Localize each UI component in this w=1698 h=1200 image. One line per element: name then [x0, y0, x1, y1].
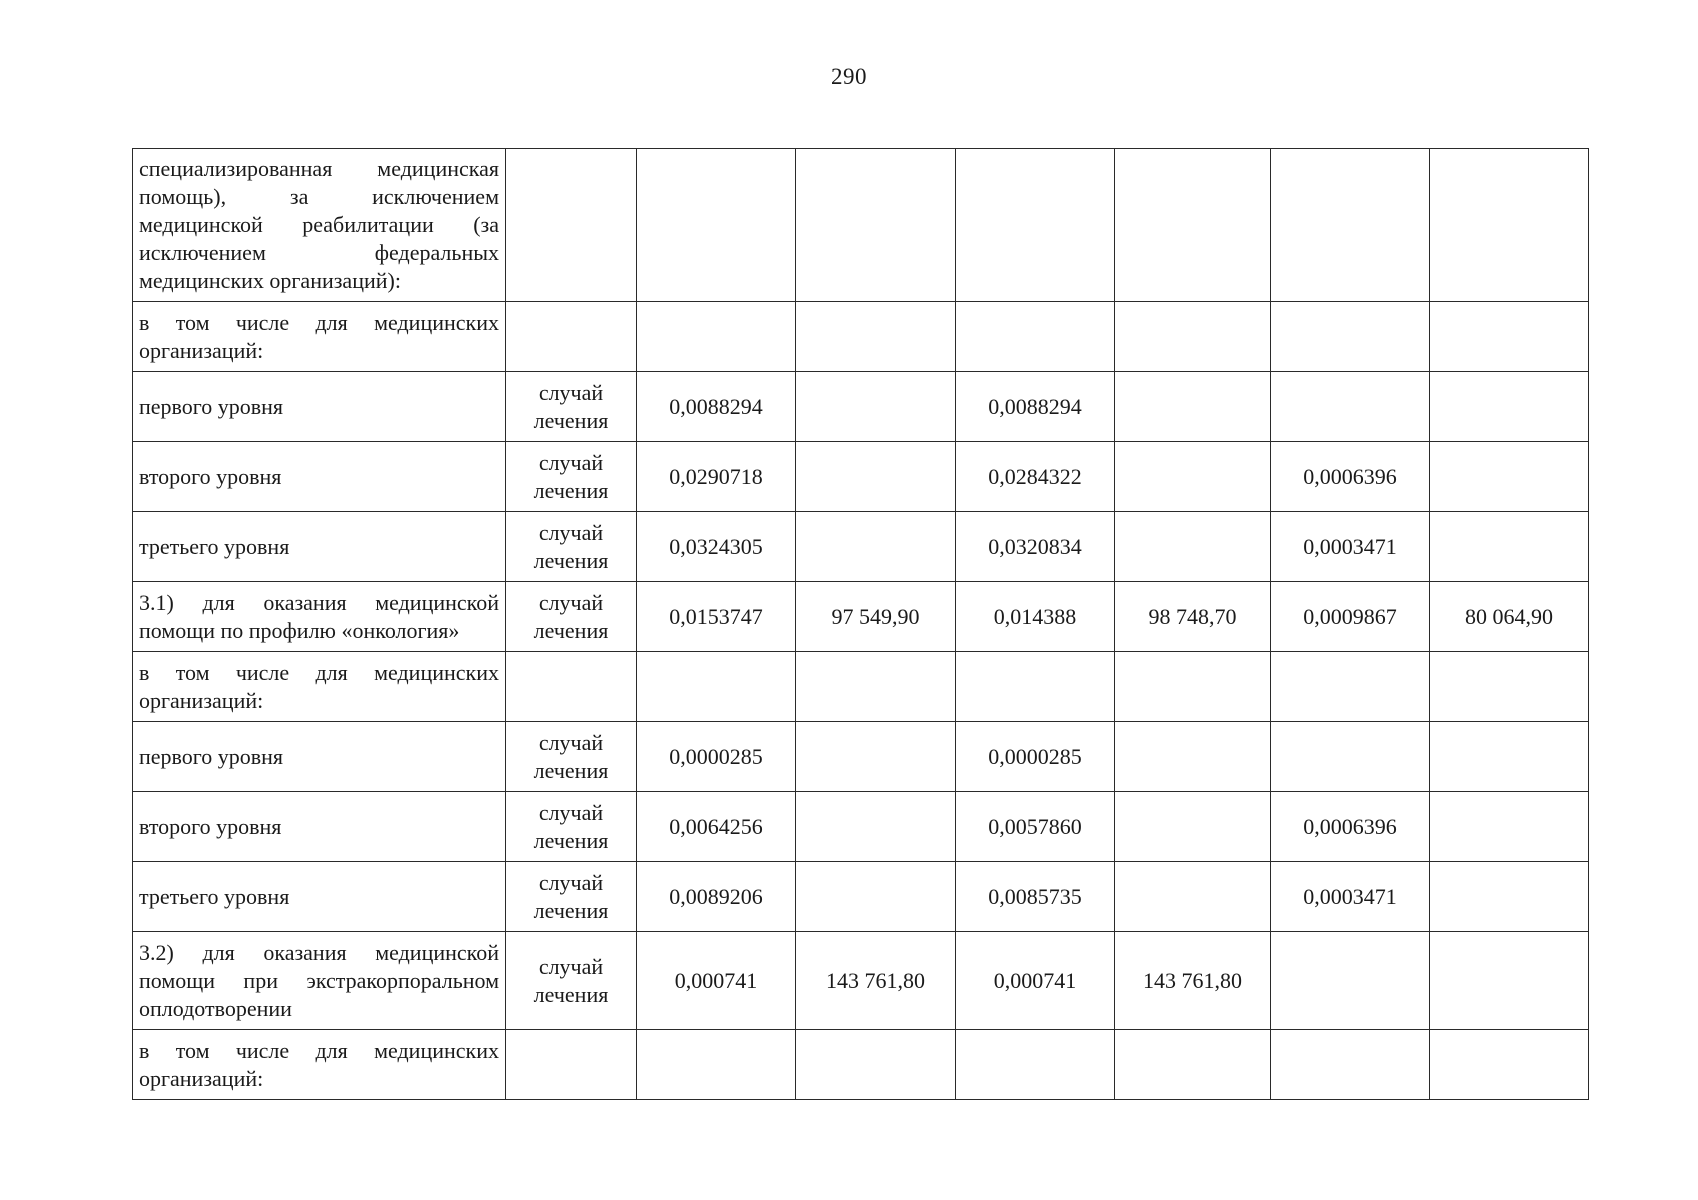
row-description: второго уровня: [133, 442, 506, 512]
row-description: в том числе для медицинских организаций:: [133, 652, 506, 722]
table-row: [133, 932, 1589, 1030]
table-row: [133, 442, 1589, 512]
value-cell: 97 549,90: [796, 582, 956, 652]
value-cell: 0,0003471: [1271, 512, 1430, 582]
unit-cell: [506, 792, 637, 862]
value-cell: [1271, 722, 1430, 792]
value-cell: 0,014388: [956, 582, 1115, 652]
row-description: второго уровня: [133, 792, 506, 862]
value-cell: [956, 1030, 1115, 1100]
value-cell: [1115, 372, 1271, 442]
unit-cell: [506, 932, 637, 1030]
value-cell: [1115, 862, 1271, 932]
table-row: [133, 652, 1589, 722]
value-cell: [1271, 1030, 1430, 1100]
table-row: [133, 862, 1589, 932]
row-description: первого уровня: [133, 722, 506, 792]
value-cell: 0,0006396: [1271, 442, 1430, 512]
value-cell: 0,0089206: [637, 862, 796, 932]
table-row: [133, 302, 1589, 372]
unit-cell: [506, 652, 637, 722]
value-cell: 0,0003471: [1271, 862, 1430, 932]
unit-cell: [506, 372, 637, 442]
unit-line-2: лечения: [533, 617, 609, 643]
value-cell: [796, 512, 956, 582]
table-row: [133, 722, 1589, 792]
table-row: [133, 372, 1589, 442]
unit-line-1: случай: [538, 379, 604, 405]
row-description: 3.1) для оказания медицинской помощи по профилю «онкология»: [133, 582, 506, 652]
unit-cell: [506, 582, 637, 652]
value-cell: 0,000741: [956, 932, 1115, 1030]
table-body: [133, 149, 1589, 1100]
unit-line-1: случай: [538, 869, 604, 895]
value-cell: [1115, 722, 1271, 792]
unit-line-2: лечения: [533, 897, 609, 923]
value-cell: [1115, 512, 1271, 582]
value-cell: [1430, 512, 1589, 582]
value-cell: [796, 862, 956, 932]
row-description: 3.2) для оказания медицинской помощи при экстракорпоральном оплодотворении: [133, 932, 506, 1030]
unit-cell: [506, 302, 637, 372]
value-cell: [1430, 1030, 1589, 1100]
value-cell: 0,0000285: [956, 722, 1115, 792]
value-cell: 143 761,80: [1115, 932, 1271, 1030]
value-cell: [796, 442, 956, 512]
value-cell: 80 064,90: [1430, 582, 1589, 652]
table-row: [133, 512, 1589, 582]
value-cell: 0,0320834: [956, 512, 1115, 582]
table-row: [133, 582, 1589, 652]
value-cell: [1430, 302, 1589, 372]
unit-cell: [506, 512, 637, 582]
unit-line-2: лечения: [533, 407, 609, 433]
unit-cell: [506, 722, 637, 792]
value-cell: [637, 1030, 796, 1100]
value-cell: [1430, 149, 1589, 302]
value-cell: [1430, 792, 1589, 862]
value-cell: 0,0088294: [956, 372, 1115, 442]
row-description: первого уровня: [133, 372, 506, 442]
unit-line-1: случай: [538, 589, 604, 615]
value-cell: 98 748,70: [1115, 582, 1271, 652]
data-table: [132, 148, 1589, 1100]
unit-line-2: лечения: [533, 477, 609, 503]
value-cell: 0,0290718: [637, 442, 796, 512]
value-cell: [796, 722, 956, 792]
value-cell: 0,0153747: [637, 582, 796, 652]
value-cell: [1115, 1030, 1271, 1100]
value-cell: [1115, 442, 1271, 512]
value-cell: [1271, 652, 1430, 722]
unit-line-1: случай: [538, 729, 604, 755]
row-description: третьего уровня: [133, 862, 506, 932]
row-description: специализированная медицинская помощь), за исключением медицинской реабилитации (за исключением федеральных медицинских организаций):: [133, 149, 506, 302]
value-cell: [956, 302, 1115, 372]
value-cell: [956, 652, 1115, 722]
value-cell: [1430, 862, 1589, 932]
unit-line-2: лечения: [533, 827, 609, 853]
value-cell: [796, 372, 956, 442]
unit-cell: [506, 862, 637, 932]
table-row: [133, 1030, 1589, 1100]
unit-line-1: случай: [538, 953, 604, 979]
value-cell: [1430, 652, 1589, 722]
value-cell: 143 761,80: [796, 932, 956, 1030]
value-cell: [1115, 792, 1271, 862]
value-cell: 0,0009867: [1271, 582, 1430, 652]
page-number: 290: [831, 64, 867, 89]
value-cell: [637, 149, 796, 302]
value-cell: [956, 149, 1115, 302]
table-row: [133, 792, 1589, 862]
value-cell: [796, 302, 956, 372]
row-description: третьего уровня: [133, 512, 506, 582]
value-cell: 0,0088294: [637, 372, 796, 442]
unit-cell: [506, 442, 637, 512]
table-row: [133, 149, 1589, 302]
unit-cell: [506, 149, 637, 302]
value-cell: 0,0324305: [637, 512, 796, 582]
unit-line-2: лечения: [533, 757, 609, 783]
value-cell: [1271, 372, 1430, 442]
value-cell: 0,0057860: [956, 792, 1115, 862]
value-cell: 0,000741: [637, 932, 796, 1030]
value-cell: [1430, 722, 1589, 792]
value-cell: [1271, 149, 1430, 302]
value-cell: [1271, 302, 1430, 372]
value-cell: [796, 149, 956, 302]
value-cell: [637, 652, 796, 722]
unit-line-2: лечения: [533, 547, 609, 573]
value-cell: 0,0006396: [1271, 792, 1430, 862]
unit-line-1: случай: [538, 519, 604, 545]
row-description: в том числе для медицинских организаций:: [133, 302, 506, 372]
value-cell: [796, 652, 956, 722]
value-cell: [1115, 652, 1271, 722]
value-cell: [1115, 149, 1271, 302]
value-cell: [796, 1030, 956, 1100]
row-description: в том числе для медицинских организаций:: [133, 1030, 506, 1100]
value-cell: 0,0284322: [956, 442, 1115, 512]
value-cell: [1271, 932, 1430, 1030]
value-cell: [796, 792, 956, 862]
value-cell: [1430, 442, 1589, 512]
unit-cell: [506, 1030, 637, 1100]
value-cell: [1430, 372, 1589, 442]
value-cell: [1430, 932, 1589, 1030]
value-cell: 0,0064256: [637, 792, 796, 862]
unit-line-2: лечения: [533, 981, 609, 1007]
value-cell: [637, 302, 796, 372]
value-cell: 0,0000285: [637, 722, 796, 792]
unit-line-1: случай: [538, 799, 604, 825]
value-cell: [1115, 302, 1271, 372]
value-cell: 0,0085735: [956, 862, 1115, 932]
unit-line-1: случай: [538, 449, 604, 475]
